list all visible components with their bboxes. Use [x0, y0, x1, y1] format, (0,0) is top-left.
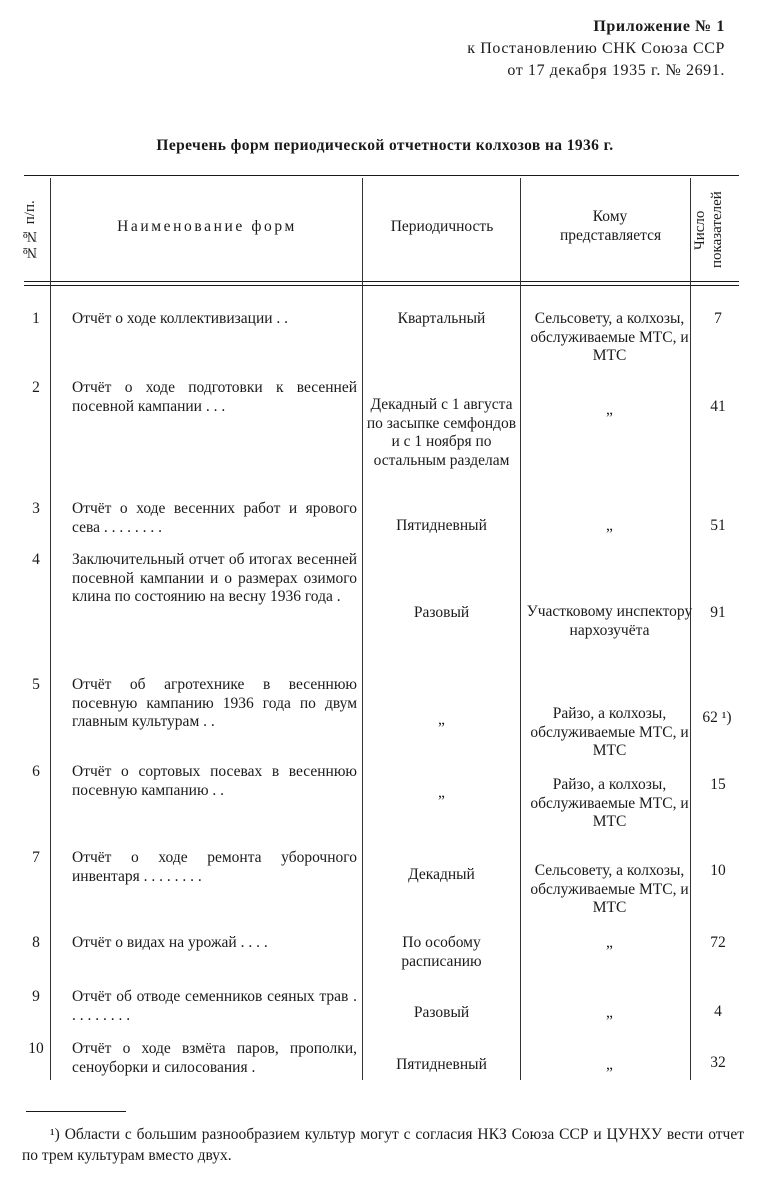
- row-recipient: Участковому инспектору нархозучёта: [526, 603, 693, 639]
- row-number: 7: [32, 849, 40, 866]
- row-recipient: „: [606, 934, 613, 951]
- row-recipient: „: [606, 401, 613, 418]
- row-recipient: Сельсовету, а колхозы, обслуживаемые МТС, и МТС: [530, 862, 689, 916]
- header-name: Наименование форм: [117, 218, 297, 235]
- row-indicator-count: 7: [714, 310, 722, 327]
- row-number: 5: [32, 676, 40, 693]
- row-periodicity: „: [438, 711, 445, 728]
- row-indicator-count: 51: [710, 517, 726, 534]
- row-number: 9: [32, 988, 40, 1005]
- row-form-name: Отчёт о ходе коллективизации . .: [72, 310, 289, 327]
- footnote: ¹) Области с большим разнообразием культур могут с согласия НКЗ Союза ССР и ЦУНХУ вести отчет по трем культурам вместо двух.: [22, 1126, 744, 1164]
- column-divider: [50, 178, 51, 1080]
- row-recipient: „: [606, 1056, 613, 1073]
- row-recipient: „: [606, 1004, 613, 1021]
- header-num: №№ п/п.: [22, 200, 38, 260]
- appendix-heading: [467, 16, 725, 82]
- row-form-name: Заключительный отчет об итогах весенней посевной кампании и о размерах озимого клина по состоянию на весну 1936 года .: [72, 551, 357, 605]
- row-indicator-count: 32: [710, 1054, 726, 1071]
- row-periodicity: По особому расписанию: [401, 934, 482, 970]
- appendix-number: Приложение № 1: [593, 18, 725, 35]
- row-form-name: Отчёт о ходе взмёта паров, прополки, сеноуборки и силосования .: [72, 1040, 357, 1076]
- row-form-name: Отчёт о ходе подготовки к весенней посевной кампании . . .: [72, 379, 357, 415]
- row-number: 6: [32, 763, 40, 780]
- row-periodicity: „: [438, 784, 445, 801]
- row-recipient: Райзо, а колхозы, обслуживаемые МТС, и МТС: [530, 776, 689, 830]
- column-divider: [362, 178, 363, 1080]
- row-indicator-count: 41: [710, 398, 726, 415]
- appendix-date: от 17 декабря 1935 г. № 2691.: [507, 62, 725, 79]
- column-divider: [520, 178, 521, 1080]
- row-number: 1: [32, 310, 40, 327]
- row-form-name: Отчёт о ходе весенних работ и ярового сева . . . . . . . .: [72, 500, 357, 536]
- row-indicator-count: 72: [710, 934, 726, 951]
- header-count: Число показателей: [692, 191, 725, 269]
- row-recipient: Райзо, а колхозы, обслуживаемые МТС, и МТС: [530, 705, 689, 759]
- footnote-rule: [26, 1111, 126, 1112]
- row-indicator-count: 10: [710, 862, 726, 879]
- row-periodicity: Квартальный: [397, 310, 486, 327]
- document-title: Перечень форм периодической отчетности колхозов на 1936 г.: [156, 137, 614, 154]
- row-form-name: Отчёт об отводе семенников сеяных трав . . . . . . . . .: [72, 988, 357, 1024]
- row-recipient: Сельсовету, а колхозы, обслуживаемые МТС, и МТС: [530, 310, 689, 364]
- row-number: 3: [32, 500, 40, 517]
- row-periodicity: Пятидневный: [396, 517, 487, 534]
- header-rule-1: [24, 281, 739, 282]
- header-whom: Кому представляется: [560, 208, 662, 244]
- appendix-decree: к Постановлению СНК Союза ССР: [467, 40, 725, 57]
- row-periodicity: Разовый: [413, 604, 470, 621]
- row-form-name: Отчёт о видах на урожай . . . .: [72, 934, 268, 951]
- row-form-name: Отчёт об агротехнике в весеннюю посевную кампанию 1936 года по двум главным культурам . .: [72, 676, 357, 730]
- row-form-name: Отчёт о ходе ремонта уборочного инвентаря . . . . . . . .: [72, 849, 357, 885]
- row-number: 4: [32, 551, 40, 568]
- table-top-rule: [24, 175, 739, 176]
- header-periodicity: Периодичность: [390, 218, 494, 235]
- row-periodicity: Пятидневный: [396, 1056, 487, 1073]
- row-indicator-count: 4: [714, 1003, 722, 1020]
- row-number: 2: [32, 379, 40, 396]
- row-periodicity: Разовый: [413, 1004, 470, 1021]
- row-periodicity: Декадный: [408, 866, 475, 883]
- row-form-name: Отчёт о сортовых посевах в весеннюю посевную кампанию . .: [72, 763, 357, 799]
- row-indicator-count: 62 ¹): [702, 709, 732, 726]
- row-indicator-count: 15: [710, 776, 726, 793]
- row-indicator-count: 91: [710, 604, 726, 621]
- row-recipient: „: [606, 517, 613, 534]
- row-periodicity: Декадный с 1 августа по засыпке семфондов и с 1 ноября по остальным разделам: [366, 396, 517, 469]
- row-number: 10: [28, 1040, 44, 1057]
- header-rule-2: [24, 285, 739, 286]
- row-number: 8: [32, 934, 40, 951]
